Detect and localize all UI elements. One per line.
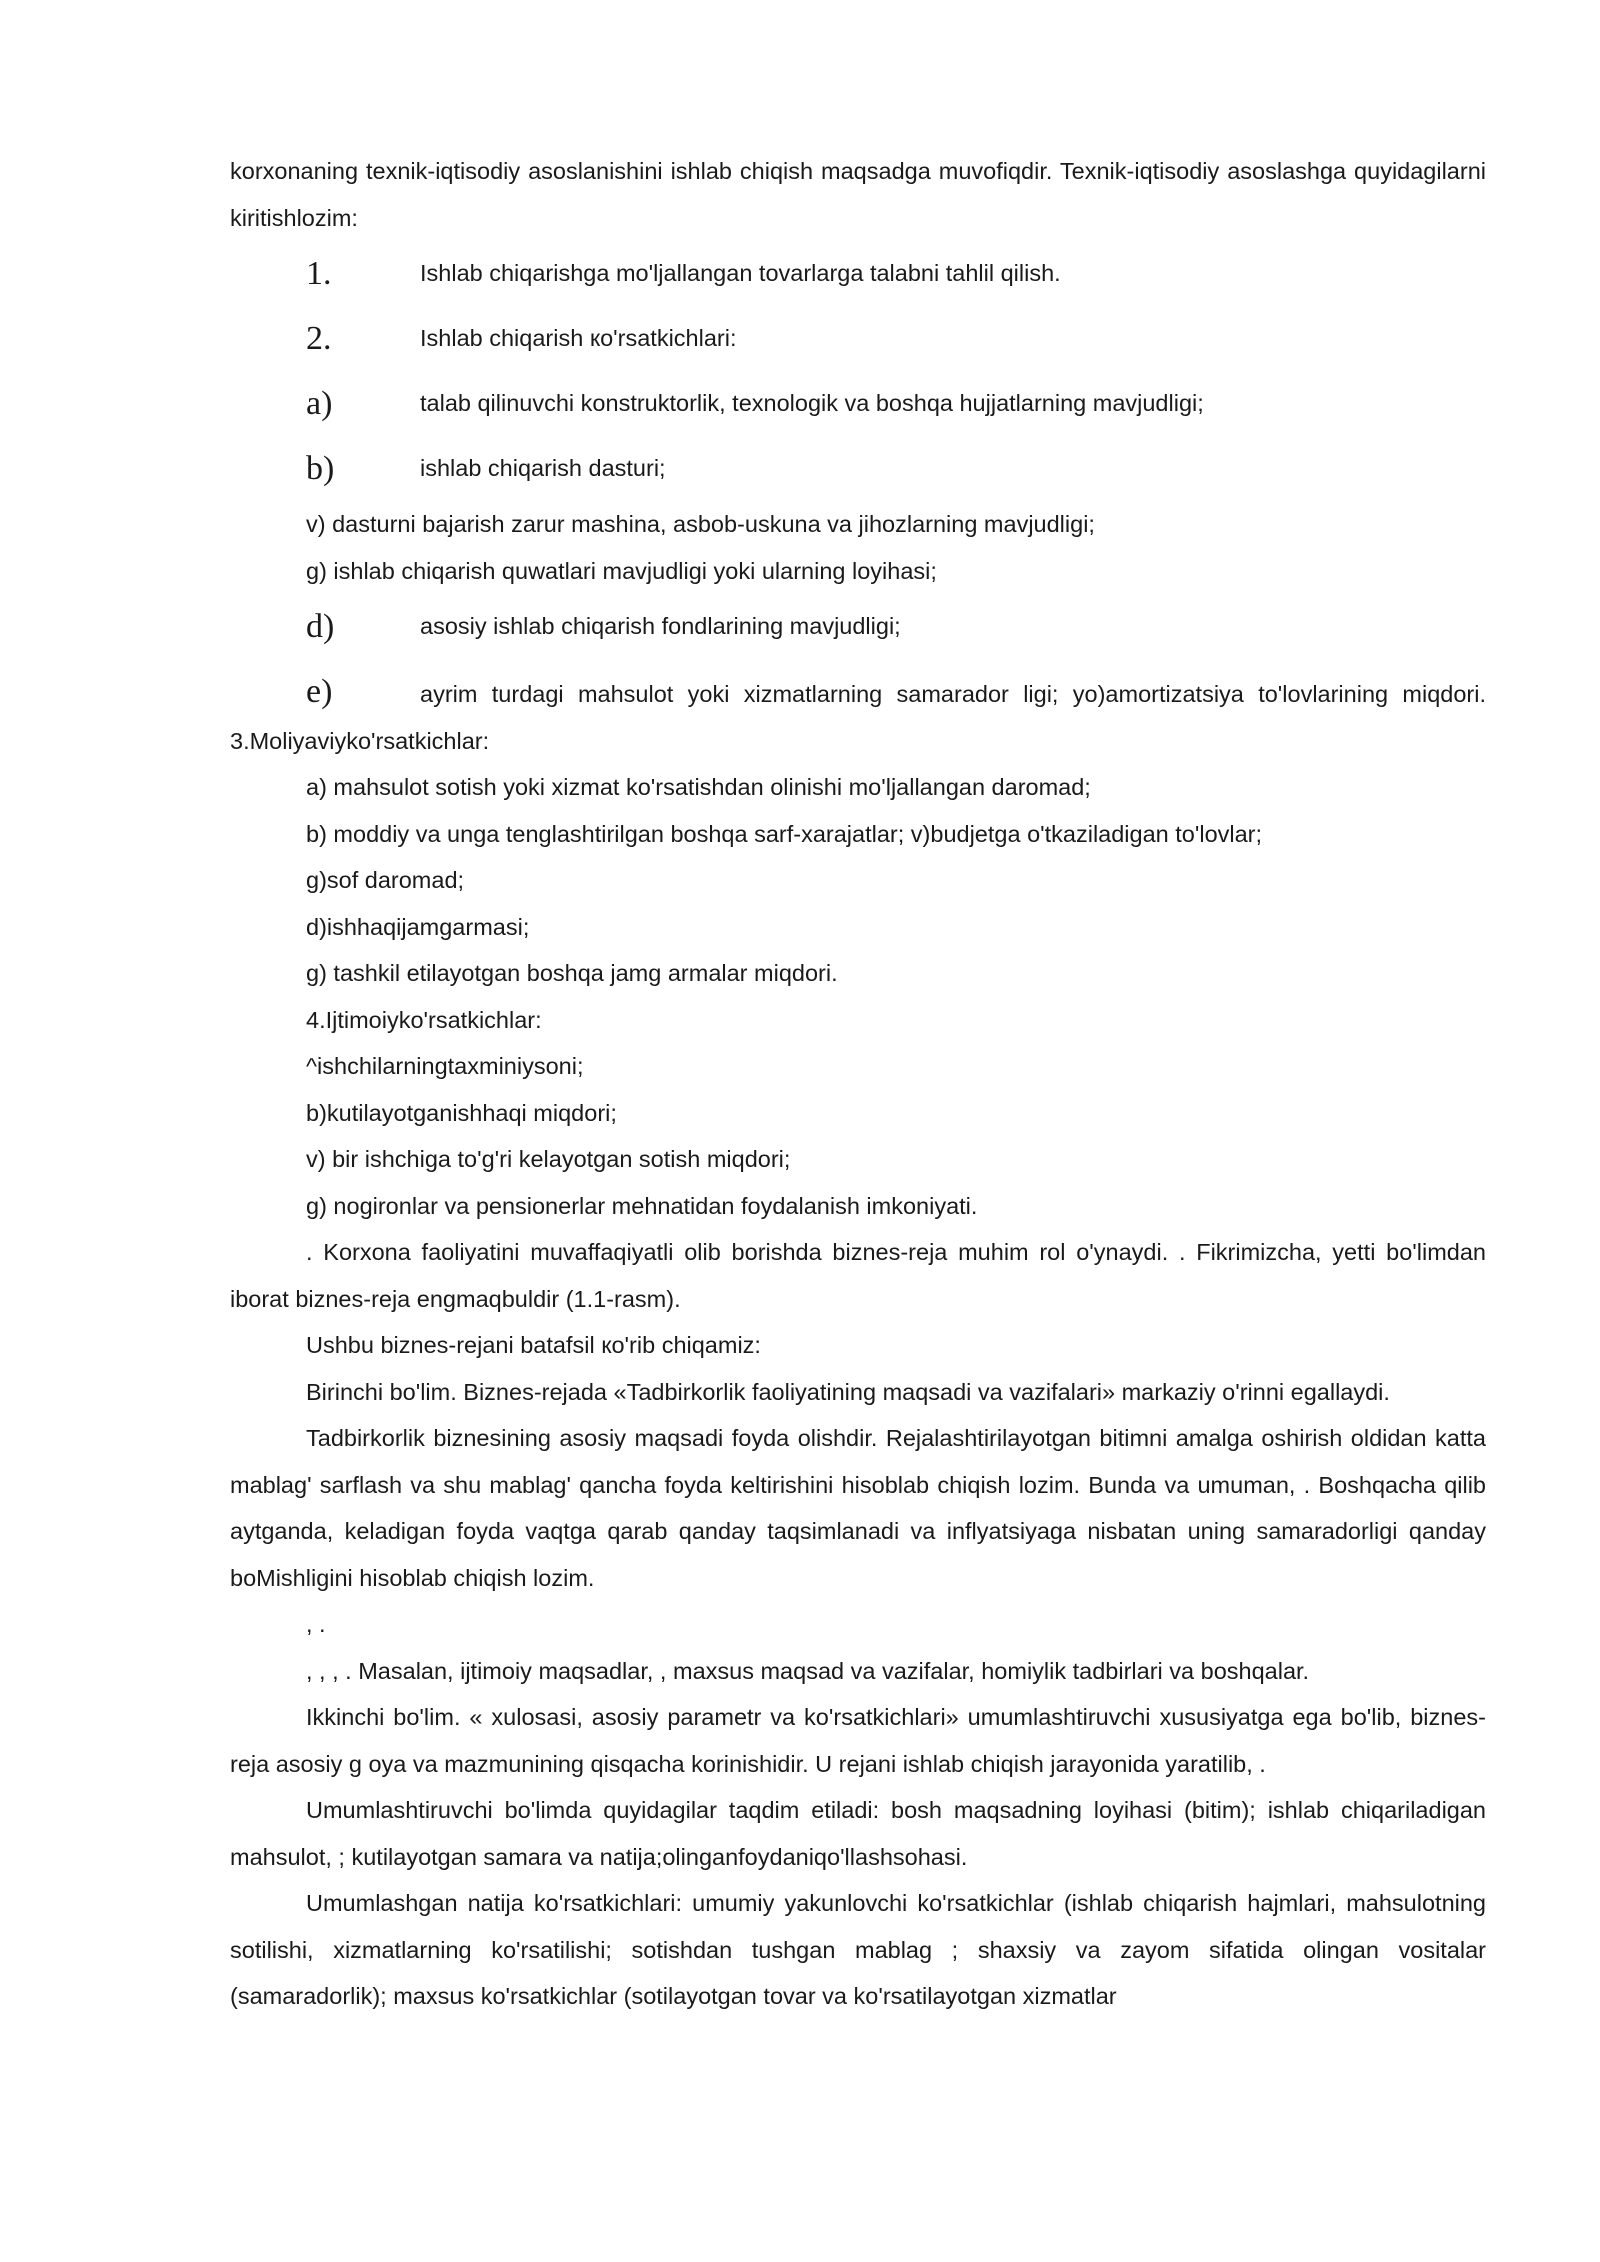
paragraph-ikkinchi: Ikkinchi bo'lim. « xulosasi, asosiy parametr va ko'rsatkichlari» umumlashtiruvchi xususiyatga ega bo'lib, biznes-reja asosiy g oya va mazmunining qisqacha korinishidir. U rejani ishlab chiqish jarayonida yaratilib, . — [230, 1704, 1486, 1777]
social-heading: 4.Ijtimoiyko'rsatkichlar: — [306, 1006, 542, 1033]
paragraph-intro: korxonaning texnik-iqtisodiy asoslanishini ishlab chiqish maqsadga muvofiqdir. Texnik-iqtisodiy asoslashga quyidagilarni kiritishlozim: — [230, 158, 1486, 231]
list-item-text: ishlab chiqarish dasturi; — [420, 455, 666, 481]
soc-b: b)kutilayotganishhaqi miqdori; — [306, 1099, 617, 1126]
list-marker: e) — [306, 673, 333, 710]
document-page — [230, 148, 1486, 2020]
line-v: v) dasturni bajarish zarur mashina, asbob-uskuna va jihozlarning mavjudligi; — [306, 511, 1095, 537]
paragraph-umumlashtiruvchi: Umumlashtiruvchi bo'limda quyidagilar taqdim etiladi: bosh maqsadning loyihasi (bitim); ishlab chiqariladigan mahsulot, ; kutilayotgan samara va natija;olinganfoydaniqo'llashsohasi. — [230, 1797, 1486, 1870]
soc-v: v) bir ishchiga to'g'ri kelayotgan sotish miqdori; — [306, 1146, 791, 1172]
list-item-text: Ishlab chiqarishga mo'ljallangan tovarlarga talabni tahlil qilish. — [420, 260, 1061, 286]
fin-g2: g) tashkil etilayotgan boshqa jamg armalar miqdori. — [306, 960, 838, 986]
paragraph-umumlashgan: Umumlashgan natija ko'rsatkichlari: umumiy yakunlovchi ko'rsatkichlar (ishlab chiqarish hajmlari, mahsulotning sotilishi, xizmatlarning ko'rsatilishi; sotishdan tushgan mablag ; shaxsiy va zayom sifatida olingan vositalar (samaradorlik); maxsus ko'rsatkichlar (sotilayotgan tovar va ko'rsatilayotgan xizmatlar — [230, 1890, 1486, 2009]
list-item-text: talab qilinuvchi konstruktorlik, texnologik va boshqa hujjatlarning mavjudligi; — [420, 390, 1204, 416]
fin-a: a) mahsulot sotish yoki xizmat ko'rsatishdan olinishi mo'ljallangan daromad; — [306, 774, 1091, 800]
soc-a: ^ishchilarningtaxminiysoni; — [306, 1053, 584, 1079]
list-marker: a) — [306, 385, 333, 422]
paragraph-ushbu: Ushbu biznes-rejani batafsil кo'rib chiqamiz: — [306, 1332, 761, 1358]
fin-d: d)ishhaqijamgarmasi; — [306, 913, 530, 940]
list-marker: 2. — [306, 320, 332, 357]
soc-g: g) nogironlar va pensionerlar mehnatidan foydalanish imkoniyati. — [306, 1192, 978, 1219]
list-item-1 — [230, 241, 1486, 306]
list-marker: d) — [306, 608, 335, 645]
list-marker: 1. — [306, 255, 332, 292]
fin-b: b) moddiy va unga tenglashtirilgan boshqa sarf-xarajatlar; v)budjetga o'tkaziladigan to'lovlar; — [306, 820, 1263, 847]
paragraph-birinchi: Birinchi bo'lim. Biznes-rejada «Tadbirkorlik faoliyatining maqsadi va vazifalari» markaziy o'rinni egallaydi. — [306, 1378, 1390, 1405]
list-item-text: asosiy ishlab chiqarish fondlarining mavjudligi; — [420, 613, 901, 639]
paragraph-tadbirkorlik: Tadbirkorlik biznesining asosiy maqsadi foyda olishdir. Rejalashtirilayotgan bitimni amalga oshirish oldidan katta mablag' sarflash va shu mablag' qancha foyda keltirishini hisoblab chiqish lozim. Bunda va umuman, . Boshqacha qilib aytganda, keladigan foyda vaqtga qarab qanday taqsimlanadi va inflyatsiyaga nisbatan uning samaradorligi qanday boMishligini hisoblab chiqish lozim. — [230, 1425, 1486, 1591]
fin-g: g)sof daromad; — [306, 867, 465, 893]
list-item-text: Ishlab chiqarish кo'rsatkichlari: — [420, 325, 737, 351]
paragraph-masalan: , , , . Masalan, ijtimoiy maqsadlar, , maxsus maqsad va vazifalar, homiylik tadbirlari va boshqalar. — [306, 1657, 1310, 1684]
list-item-d — [230, 594, 1486, 659]
list-item-e — [230, 659, 1486, 764]
list-item-a — [230, 371, 1486, 436]
paragraph-comma: , . — [306, 1611, 326, 1637]
list-marker: b) — [306, 450, 335, 487]
list-item-text: ayrim turdagi mahsulot yoki xizmatlarning samarador ligi; yo)amortizatsiya to'lovlarining miqdori. 3.Moliyaviyko'rsatkichlar: — [230, 681, 1486, 754]
list-item-b — [230, 436, 1486, 501]
list-item-2 — [230, 306, 1486, 371]
paragraph-korxona: . Korxona faoliyatini muvaffaqiyatli olib borishda biznes-reja muhim rol o'ynaydi. . Fikrimizcha, yetti bo'limdan iborat biznes-reja engmaqbuldir (1.1-rasm). — [230, 1239, 1486, 1312]
line-g: g) ishlab chiqarish quwatlari mavjudligi yoki ularning loyihasi; — [306, 557, 937, 584]
